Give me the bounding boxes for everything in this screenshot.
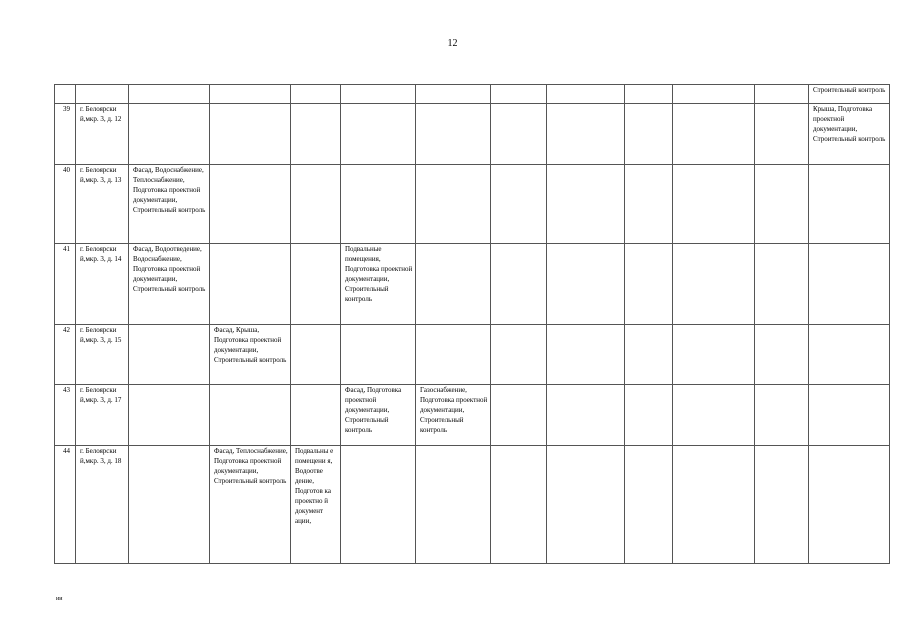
work-cell	[755, 385, 809, 446]
work-cell	[755, 244, 809, 325]
address-cell: г. Белоярски й,мкр. 3, д. 15	[76, 325, 129, 385]
work-cell: Фасад, Водоснабжение, Теплоснабжение, Подготовка проектной документации, Строительный контроль	[129, 165, 210, 244]
work-cell	[491, 446, 547, 564]
work-cell	[291, 325, 341, 385]
work-cell	[673, 446, 755, 564]
work-cell	[625, 104, 673, 165]
address-cell: г. Белоярски й,мкр. 3, д. 17	[76, 385, 129, 446]
work-cell	[129, 325, 210, 385]
work-cell	[809, 446, 890, 564]
footer-mark: ии	[56, 596, 63, 602]
address-cell: г. Белоярски й,мкр. 3, д. 12	[76, 104, 129, 165]
table-row	[55, 244, 890, 325]
work-cell: Газоснабжение, Подготовка проектной документации, Строительный контроль	[416, 385, 491, 446]
work-cell	[491, 325, 547, 385]
work-cell	[673, 244, 755, 325]
work-cell	[809, 385, 890, 446]
work-cell	[210, 165, 291, 244]
work-cell	[809, 165, 890, 244]
work-cell	[341, 446, 416, 564]
work-cell	[673, 325, 755, 385]
work-cell	[291, 244, 341, 325]
work-cell	[291, 85, 341, 104]
work-cell	[291, 104, 341, 165]
work-cell	[416, 244, 491, 325]
work-cell	[625, 446, 673, 564]
row-number-cell: 42	[55, 325, 76, 385]
work-cell	[416, 104, 491, 165]
work-cell: Фасад, Теплоснабжение, Подготовка проектной документации, Строительный контроль	[210, 446, 291, 564]
repair-schedule-table	[54, 84, 890, 564]
work-cell	[625, 244, 673, 325]
work-cell	[341, 104, 416, 165]
work-cell	[547, 244, 625, 325]
work-cell: Строительный контроль	[809, 85, 890, 104]
work-cell	[547, 104, 625, 165]
work-cell	[547, 385, 625, 446]
row-number-cell: 44	[55, 446, 76, 564]
work-cell	[673, 385, 755, 446]
address-cell: г. Белоярски й,мкр. 3, д. 18	[76, 446, 129, 564]
address-cell: г. Белоярски й,мкр. 3, д. 14	[76, 244, 129, 325]
work-cell	[625, 325, 673, 385]
work-cell	[129, 385, 210, 446]
work-cell	[547, 325, 625, 385]
work-cell: Фасад, Подготовка проектной документации, Строительный контроль	[341, 385, 416, 446]
row-number-cell: 40	[55, 165, 76, 244]
work-cell	[625, 165, 673, 244]
work-cell: Фасад, Крыша, Подготовка проектной документации, Строительный контроль	[210, 325, 291, 385]
work-cell	[416, 85, 491, 104]
work-cell	[129, 446, 210, 564]
work-cell	[210, 104, 291, 165]
page-number: 12	[447, 38, 458, 49]
work-cell	[341, 165, 416, 244]
work-cell	[210, 85, 291, 104]
work-cell	[673, 165, 755, 244]
work-cell	[755, 165, 809, 244]
work-cell	[809, 244, 890, 325]
work-cell	[491, 165, 547, 244]
work-cell	[491, 244, 547, 325]
work-cell	[416, 325, 491, 385]
address-cell: г. Белоярски й,мкр. 3, д. 13	[76, 165, 129, 244]
work-cell	[129, 104, 210, 165]
work-cell	[491, 85, 547, 104]
work-cell	[210, 244, 291, 325]
work-cell: Фасад, Водоотведение, Водоснабжение, Подготовка проектной документации, Строительный контроль	[129, 244, 210, 325]
work-cell	[673, 104, 755, 165]
work-cell	[416, 165, 491, 244]
work-cell	[341, 325, 416, 385]
work-cell	[129, 85, 210, 104]
work-cell: Крыша, Подготовка проектной документации, Строительный контроль	[809, 104, 890, 165]
work-cell	[210, 385, 291, 446]
address-cell	[76, 85, 129, 104]
table-row	[55, 446, 890, 564]
table-row	[55, 165, 890, 244]
row-number-cell: 43	[55, 385, 76, 446]
work-cell: Подвальны е помещени я, Водоотве дение, Подготов ка проектно й документ ации,	[291, 446, 341, 564]
table-row	[55, 325, 890, 385]
work-cell	[491, 104, 547, 165]
row-number-cell: 41	[55, 244, 76, 325]
work-cell	[625, 85, 673, 104]
work-cell	[547, 85, 625, 104]
work-cell	[291, 385, 341, 446]
work-cell	[755, 85, 809, 104]
row-number-cell	[55, 85, 76, 104]
work-cell	[755, 104, 809, 165]
work-cell	[341, 85, 416, 104]
work-cell	[491, 385, 547, 446]
work-cell	[547, 446, 625, 564]
table-row	[55, 104, 890, 165]
work-cell	[291, 165, 341, 244]
work-cell	[755, 446, 809, 564]
work-cell	[416, 446, 491, 564]
work-cell	[755, 325, 809, 385]
table-row	[55, 85, 890, 104]
work-cell	[673, 85, 755, 104]
table-row	[55, 385, 890, 446]
work-cell	[625, 385, 673, 446]
row-number-cell: 39	[55, 104, 76, 165]
work-cell	[809, 325, 890, 385]
work-cell: Подвальные помещения, Подготовка проектной документации, Строительный контроль	[341, 244, 416, 325]
work-cell	[547, 165, 625, 244]
